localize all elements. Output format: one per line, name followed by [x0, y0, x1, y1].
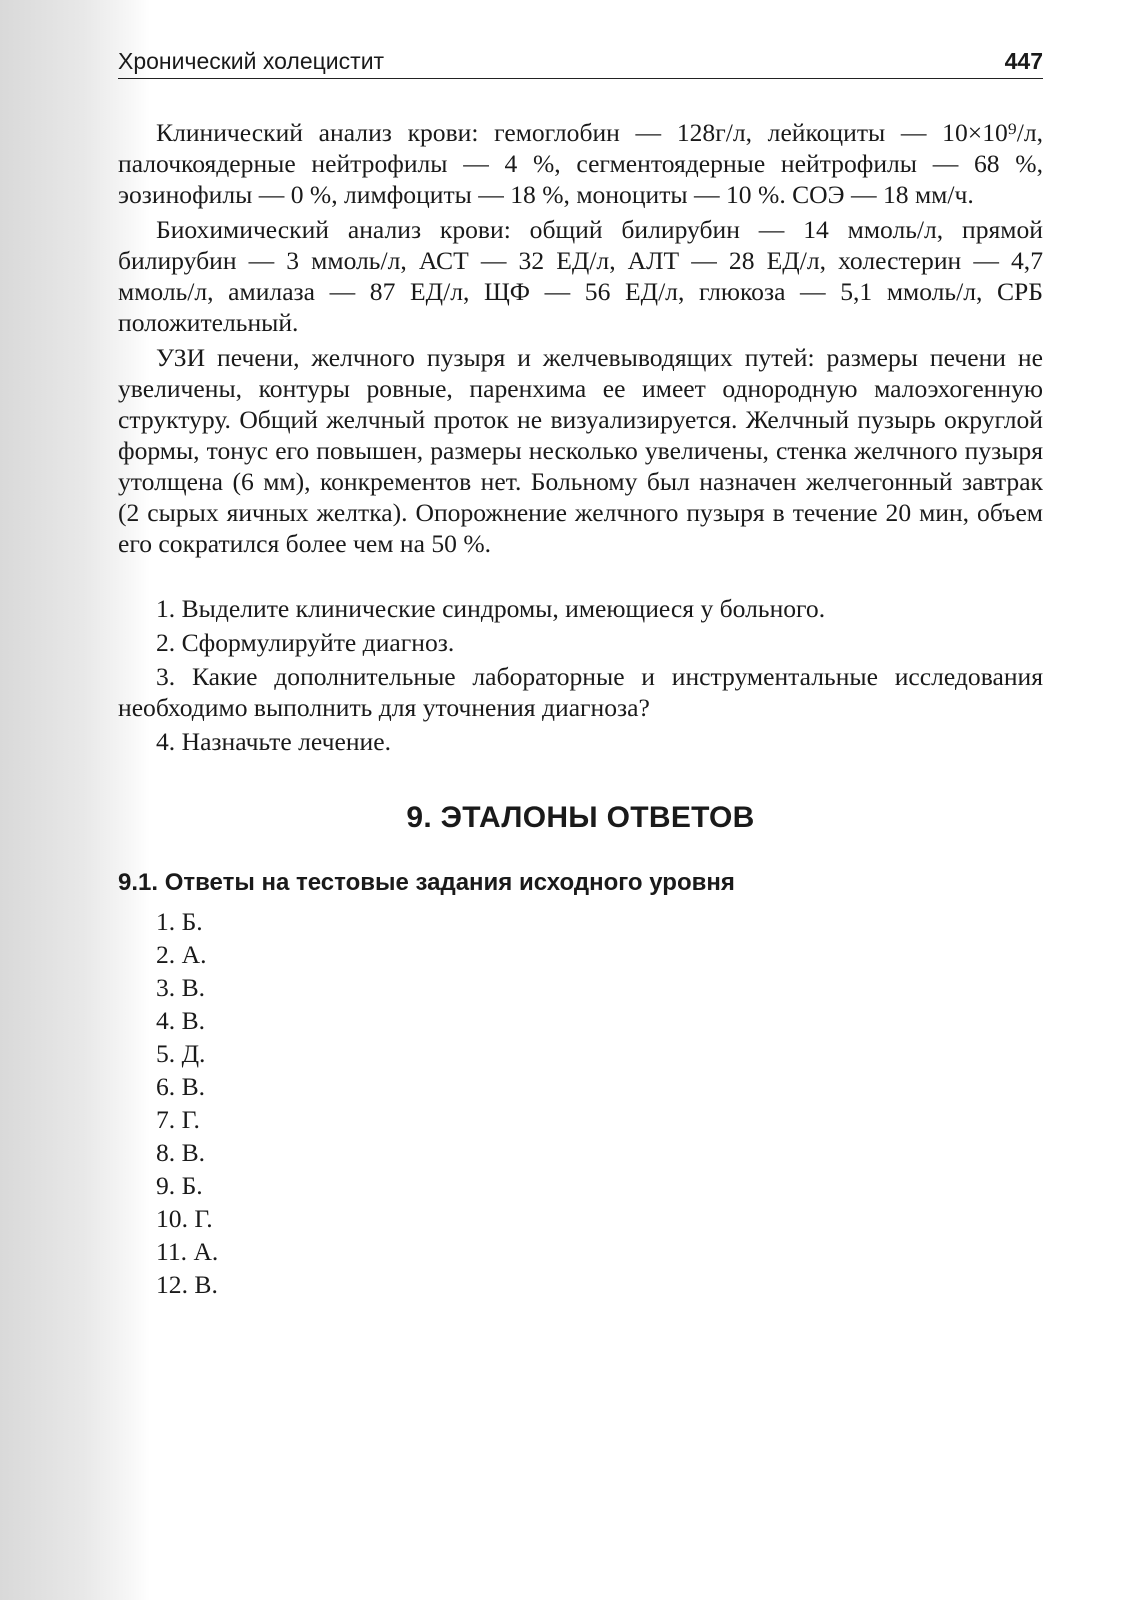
- answers-list: [118, 905, 1043, 1301]
- answer-item: 8. В.: [156, 1138, 206, 1167]
- biochemistry-paragraph: Биохимический анализ крови: общий билирубин — 14 ммоль/л, прямой билирубин — 3 ммоль/л, АСТ — 32 ЕД/л, АЛТ — 28 ЕД/л, холестерин — 4,7 ммоль/л, амилаза — 87 ЕД/л, ЩФ — 56 ЕД/л, глюкоза — 5,1 ммоль/л, СРБ положительный.: [118, 215, 1043, 337]
- answer-item: 5. Д.: [156, 1039, 206, 1068]
- answer-item: 12. В.: [156, 1270, 218, 1299]
- question-item: 3. Какие дополнительные лабораторные и инструментальные исследования необходимо выполнить для уточнения диагноза?: [118, 662, 1043, 722]
- answer-item: 2. А.: [156, 940, 207, 969]
- answer-item: 10. Г.: [156, 1204, 213, 1233]
- section-heading: 9. ЭТАЛОНЫ ОТВЕТОВ: [406, 801, 755, 834]
- question-item: 2. Сформулируйте диагноз.: [156, 628, 455, 657]
- answer-item: 1. Б.: [156, 907, 203, 936]
- answer-item: 7. Г.: [156, 1105, 200, 1134]
- answer-item: 11. А.: [156, 1237, 219, 1266]
- answer-item: 6. В.: [156, 1072, 206, 1101]
- blood-test-paragraph: Клинический анализ крови: гемоглобин — 128г/л, лейкоциты — 10×10⁹/л, палочкоядерные нейтрофилы — 4 %, сегментоядерные нейтрофилы — 68 %, эозинофилы — 0 %, лимфоциты — 18 %, моноциты — 10 %. СОЭ — 18 мм/ч.: [118, 118, 1043, 209]
- subsection-heading: 9.1. Ответы на тестовые задания исходного уровня: [118, 869, 735, 896]
- answer-item: 9. Б.: [156, 1171, 203, 1200]
- question-item: 1. Выделите клинические синдромы, имеющиеся у больного.: [156, 594, 826, 623]
- questions-list: [118, 593, 1043, 757]
- running-header-title: Хронический холецистит: [118, 48, 385, 74]
- ultrasound-paragraph: УЗИ печени, желчного пузыря и желчевыводящих путей: размеры печени не увеличены, контуры ровные, паренхима ее имеет однородную малоэхогенную структуру. Общий желчный проток не визуализируется. Желчный пузырь округлой формы, тонус его повышен, размеры несколько увеличены, стенка желчного пузыря утолщена (6 мм), конкрементов нет. Больному был назначен желчегонный завтрак (2 сырых яичных желтка). Опорожнение желчного пузыря в течение 20 мин, объем его сократился более чем на 50 %.: [118, 343, 1043, 558]
- book-page: [118, 48, 1043, 1301]
- answer-item: 4. В.: [156, 1006, 206, 1035]
- running-header: [118, 48, 1043, 79]
- answer-item: 3. В.: [156, 973, 206, 1002]
- question-item: 4. Назначьте лечение.: [156, 727, 391, 756]
- page-number: 447: [1004, 48, 1043, 74]
- case-description: [118, 117, 1043, 559]
